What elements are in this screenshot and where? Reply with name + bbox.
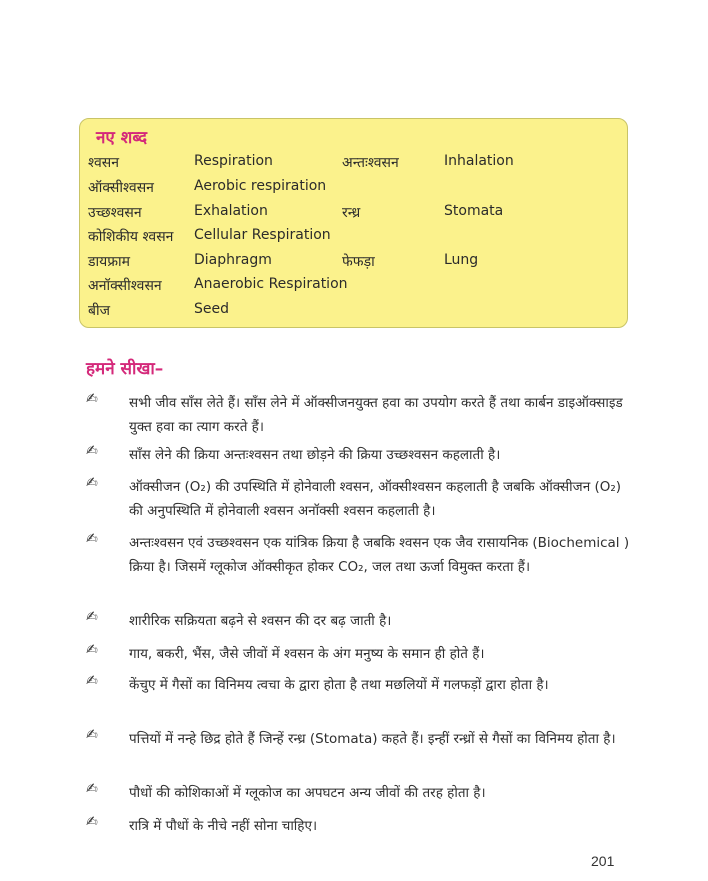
vocabulary-title: नए शब्द	[96, 128, 148, 148]
vocabulary-row	[80, 301, 627, 325]
pencil-writing-icon: ✍	[86, 727, 98, 743]
page-number: 201	[591, 853, 615, 869]
vocabulary-english-term: Diaphragm	[194, 252, 272, 268]
learned-point-text: रात्रि में पौधों के नीचे नहीं सोना चाहिए।	[129, 818, 318, 834]
learned-heading: हमने सीखा–	[86, 359, 164, 379]
pencil-writing-icon: ✍	[86, 781, 98, 797]
vocabulary-english-term: Seed	[194, 301, 229, 317]
pencil-writing-icon: ✍	[86, 391, 98, 407]
pencil-writing-icon: ✍	[86, 531, 98, 547]
learned-point-text: सभी जीव साँस लेते हैं। साँस लेने में ऑक्सीजनयुक्त हवा का उपयोग करते हैं तथा कार्बन डाइऑक्साइड युक्त हवा का त्याग करते हैं।	[129, 395, 623, 435]
vocabulary-hindi-term: डायफ्राम	[88, 254, 131, 270]
vocabulary-hindi-term: कोशिकीय श्वसन	[88, 229, 174, 245]
vocabulary-row	[80, 252, 627, 276]
pencil-writing-icon: ✍	[86, 475, 98, 491]
learned-point-text: ऑक्सीजन (O₂) की उपस्थिति में होनेवाली श्वसन, ऑक्सीश्वसन कहलाती है जबकि ऑक्सीजन (O₂) की अनुपस्थिति में होनेवाली श्वसन अनॉक्सी श्वसन कहलाती है।	[129, 479, 622, 519]
pencil-writing-icon: ✍	[86, 673, 98, 689]
learned-point-text: केंचुए में गैसों का विनिमय त्वचा के द्वारा होता है तथा मछलियों में गलफड़ों द्वारा होता है।	[129, 677, 549, 693]
learned-point-text: साँस लेने की क्रिया अन्तःश्वसन तथा छोड़ने की क्रिया उच्छश्वसन कहलाती है।	[129, 447, 501, 463]
vocabulary-hindi-term: अनॉक्सीश्वसन	[88, 278, 162, 294]
pencil-writing-icon: ✍	[86, 814, 98, 830]
pencil-writing-icon: ✍	[86, 443, 98, 459]
vocabulary-english-term: Aerobic respiration	[194, 178, 327, 194]
vocabulary-hindi-term: रन्ध्र	[342, 205, 361, 221]
vocabulary-hindi-term: अन्तःश्वसन	[342, 155, 399, 171]
vocabulary-box	[79, 118, 628, 328]
vocabulary-hindi-term: उच्छश्वसन	[88, 205, 142, 221]
vocabulary-row	[80, 276, 627, 300]
vocabulary-english-term: Lung	[444, 252, 479, 268]
vocabulary-hindi-term: ऑक्सीश्वसन	[88, 180, 154, 196]
pencil-writing-icon: ✍	[86, 642, 98, 658]
vocabulary-english-term: Respiration	[194, 153, 273, 169]
vocabulary-row	[80, 203, 627, 227]
learned-point-text: पत्तियों में नन्हे छिद्र होते हैं जिन्हें रन्ध्र (Stomata) कहते हैं। इन्हीं रन्ध्रों से गैसों का विनिमय होता है।	[129, 731, 616, 747]
vocabulary-row	[80, 178, 627, 202]
vocabulary-english-term: Anaerobic Respiration	[194, 276, 348, 292]
vocabulary-hindi-term: बीज	[88, 303, 111, 319]
vocabulary-hindi-term: फेफड़ा	[342, 254, 375, 270]
vocabulary-english-term: Inhalation	[444, 153, 514, 169]
vocabulary-row	[80, 153, 627, 177]
learned-point-text: पौधों की कोशिकाओं में ग्लूकोज का अपघटन अन्य जीवों की तरह होता है।	[129, 785, 486, 801]
vocabulary-english-term: Stomata	[444, 203, 504, 219]
vocabulary-english-term: Cellular Respiration	[194, 227, 331, 243]
pencil-writing-icon: ✍	[86, 609, 98, 625]
learned-point-text: गाय, बकरी, भैंस, जैसे जीवों में श्वसन के अंग मनुष्य के समान ही होते हैं।	[129, 646, 485, 662]
vocabulary-english-term: Exhalation	[194, 203, 268, 219]
vocabulary-hindi-term: श्वसन	[88, 155, 119, 171]
vocabulary-row	[80, 227, 627, 251]
learned-point-text: अन्तःश्वसन एवं उच्छश्वसन एक यांत्रिक क्रिया है जबकि श्वसन एक जैव रासायनिक (Biochemical ) क्रिया है। जिसमें ग्लूकोज ऑक्सीकृत होकर CO₂, जल तथा ऊर्जा विमुक्त करता हैं।	[129, 535, 630, 575]
learned-point-text: शारीरिक सक्रियता बढ़ने से श्वसन की दर बढ़ जाती है।	[129, 613, 392, 629]
